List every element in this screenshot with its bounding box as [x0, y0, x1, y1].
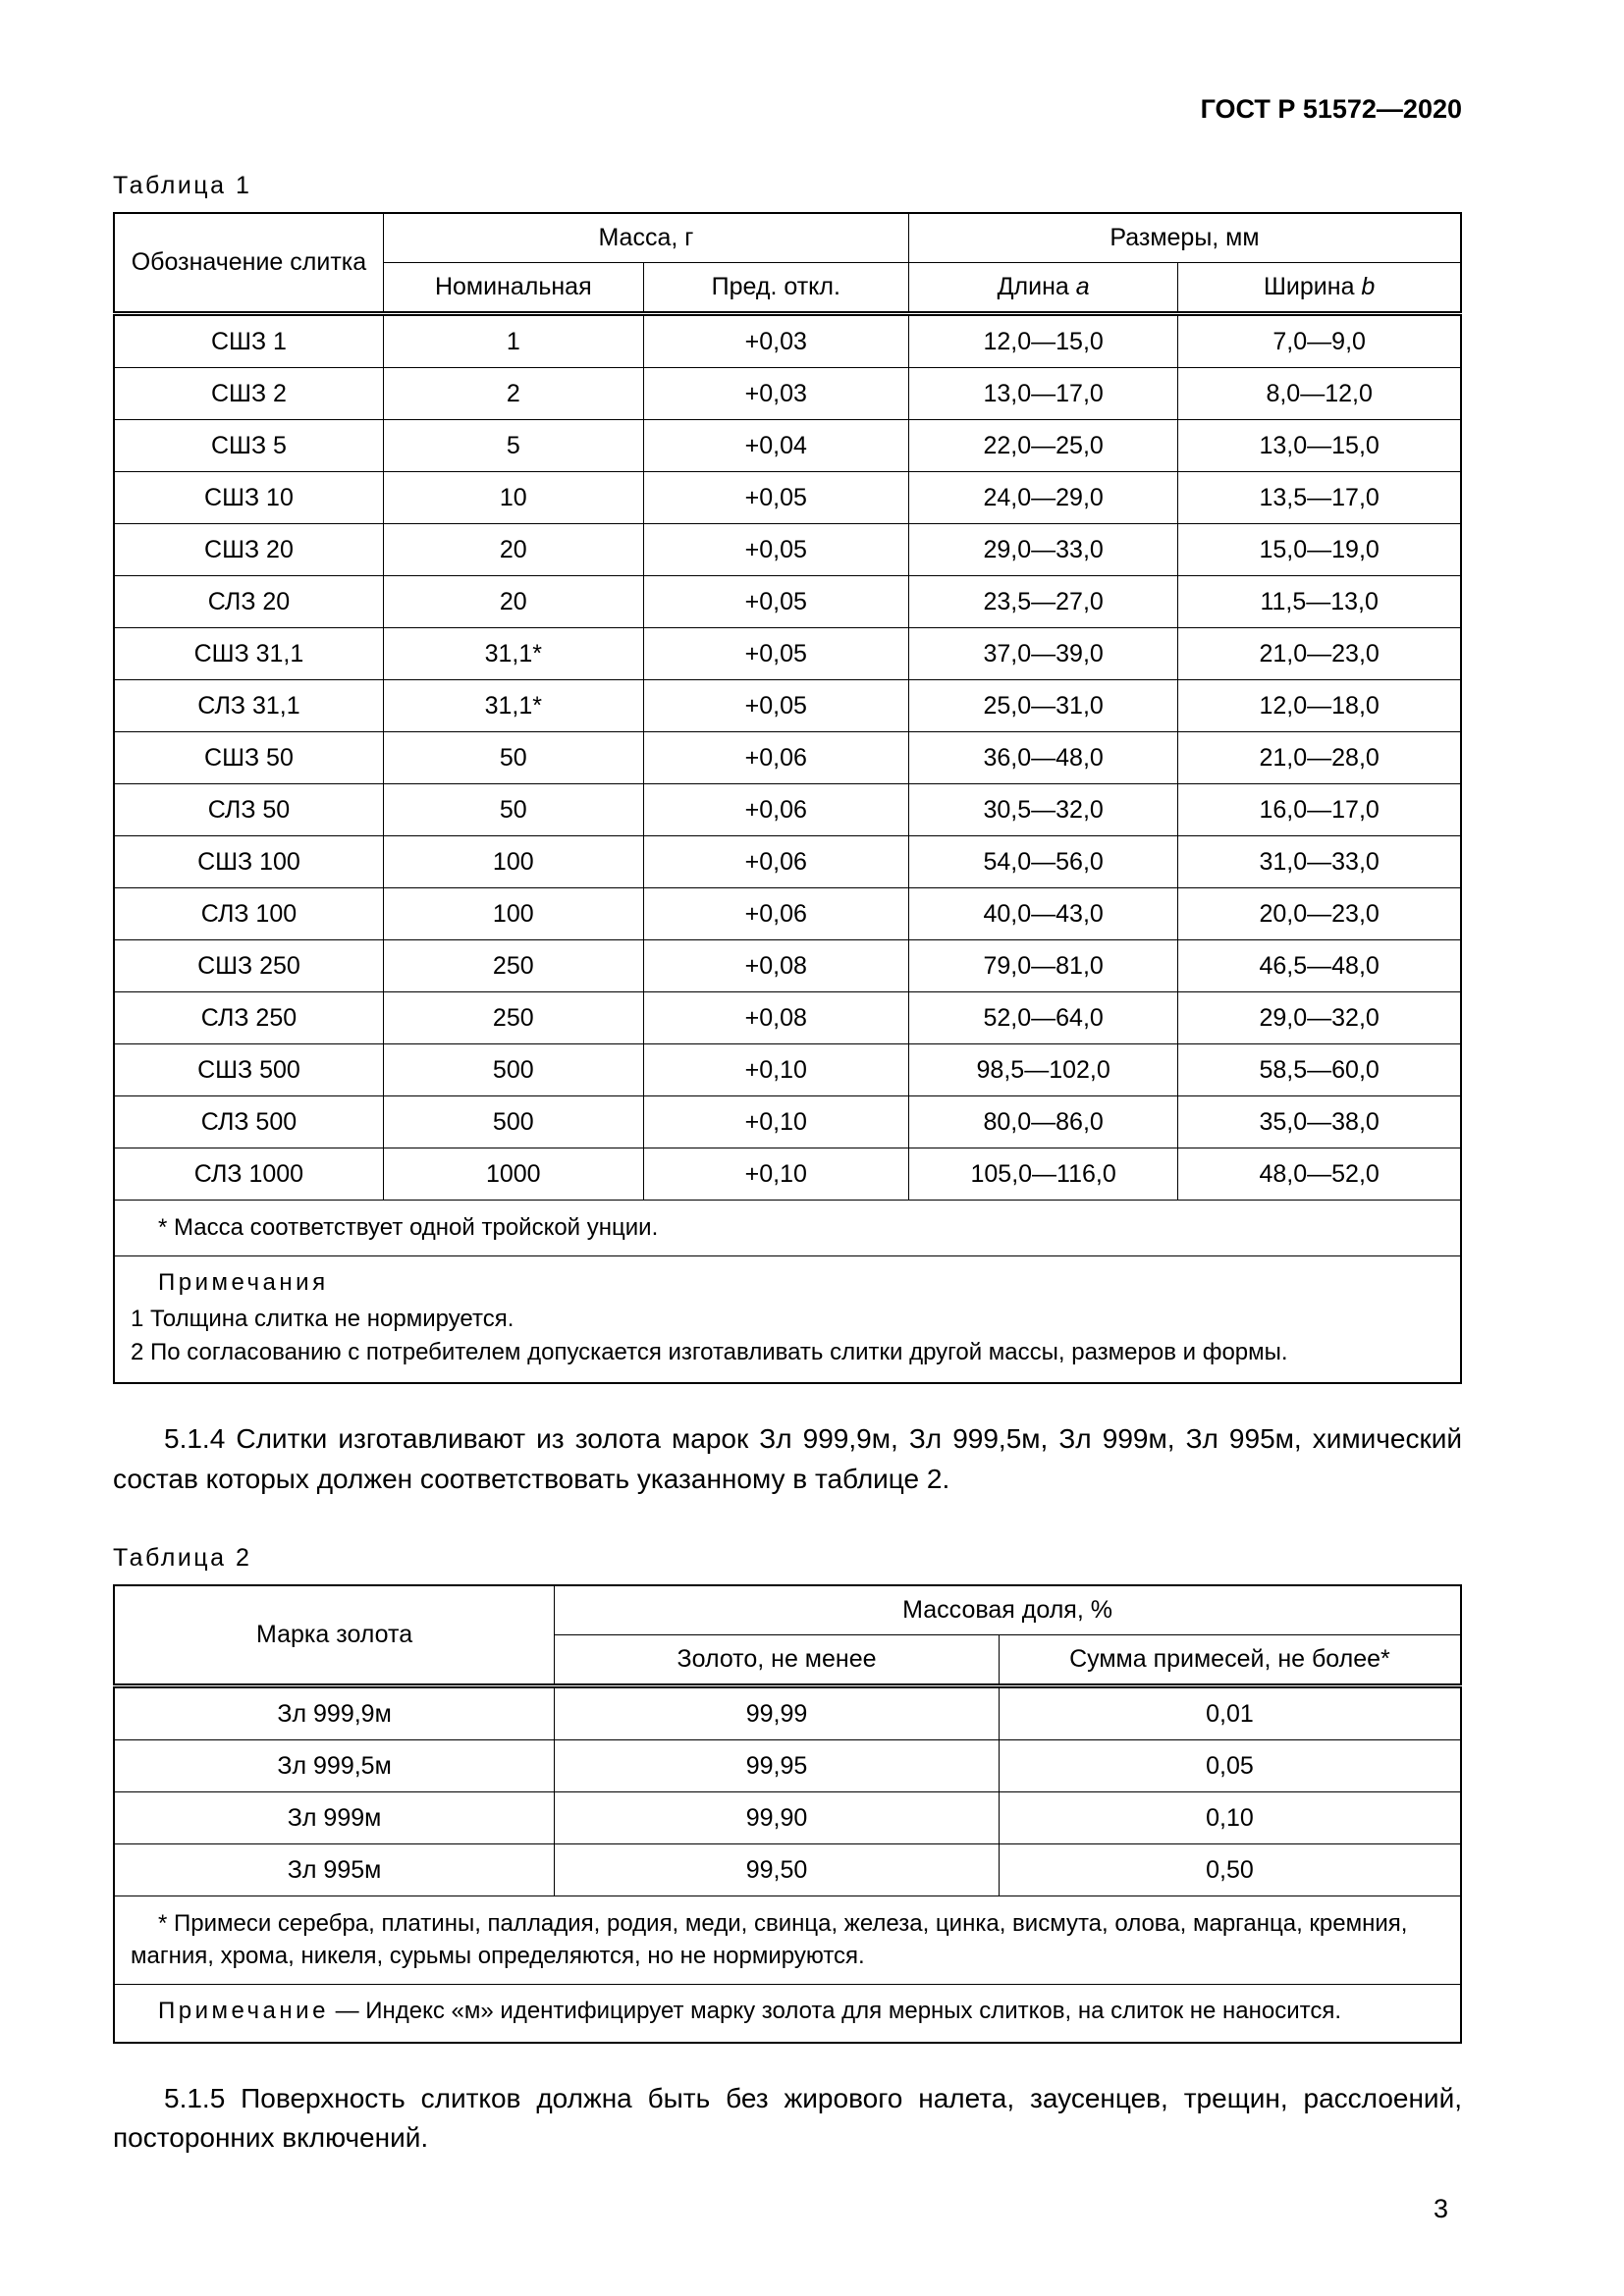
table-cell: 52,0—64,0: [908, 992, 1177, 1044]
table-cell: СШЗ 10: [114, 472, 383, 524]
table-cell: Зл 995м: [114, 1844, 555, 1896]
table2: [113, 1584, 1462, 2043]
length-variable: a: [1075, 273, 1090, 300]
table-cell: 1000: [383, 1148, 643, 1201]
notes-row: [114, 1256, 1461, 1383]
table-cell: 0,05: [999, 1740, 1461, 1792]
table-cell: 31,1*: [383, 680, 643, 732]
table-row: [114, 524, 1461, 576]
table-cell: +0,06: [643, 888, 908, 940]
table1-caption: Таблица 1: [113, 172, 252, 199]
header-row-groups: [114, 213, 1461, 263]
table-cell: 100: [383, 836, 643, 888]
width-variable: b: [1361, 273, 1376, 300]
table-cell: 37,0—39,0: [908, 628, 1177, 680]
note-paragraph: [131, 1995, 1444, 2028]
table-row: [114, 368, 1461, 420]
col-header-gold-min: Золото, не менее: [555, 1635, 1000, 1686]
page-number: 3: [1433, 2193, 1448, 2223]
table-cell: 79,0—81,0: [908, 940, 1177, 992]
table-cell: 10: [383, 472, 643, 524]
table-cell: +0,05: [643, 680, 908, 732]
table-cell: +0,06: [643, 836, 908, 888]
table-row: [114, 1792, 1461, 1844]
table-cell: 1: [383, 314, 643, 368]
table-row: [114, 1844, 1461, 1896]
footnote-row: [114, 1201, 1461, 1256]
col-header-impurities-max: Сумма примесей, не более*: [999, 1635, 1461, 1686]
table-cell: 20,0—23,0: [1178, 888, 1461, 940]
table-row: [114, 628, 1461, 680]
table-cell: 50: [383, 784, 643, 836]
table-cell: 29,0—32,0: [1178, 992, 1461, 1044]
table-cell: 11,5—13,0: [1178, 576, 1461, 628]
paragraph-5-1-5: 5.1.5 Поверхность слитков должна быть без жирового налета, заусенцев, трещин, расслоений, посторонних включений.: [113, 2082, 1462, 2154]
table-cell: 0,50: [999, 1844, 1461, 1896]
width-label: Ширина: [1264, 273, 1362, 300]
table-cell: 30,5—32,0: [908, 784, 1177, 836]
table-cell: 5: [383, 420, 643, 472]
table-cell: +0,04: [643, 420, 908, 472]
table-row: [114, 1148, 1461, 1201]
length-label: Длина: [997, 273, 1076, 300]
col-header-grade: Марка золота: [114, 1585, 555, 1686]
table-cell: 35,0—38,0: [1178, 1096, 1461, 1148]
table2-head: [114, 1585, 1461, 1686]
table-cell: 105,0—116,0: [908, 1148, 1177, 1201]
table-cell: СШЗ 250: [114, 940, 383, 992]
table-cell: +0,10: [643, 1044, 908, 1096]
table-cell: 98,5—102,0: [908, 1044, 1177, 1096]
table-cell: +0,10: [643, 1148, 908, 1201]
table1-body: [114, 314, 1461, 1201]
table-row: [114, 314, 1461, 368]
col-header-length: [908, 263, 1177, 314]
table-cell: +0,08: [643, 992, 908, 1044]
table-row: [114, 732, 1461, 784]
table-cell: +0,03: [643, 368, 908, 420]
table-cell: 500: [383, 1096, 643, 1148]
table-cell: 24,0—29,0: [908, 472, 1177, 524]
table-cell: 12,0—15,0: [908, 314, 1177, 368]
note-text: — Индекс «м» идентифицирует марку золота для мерных слитков, на слиток не наносится.: [335, 1998, 1341, 2025]
doc-number: ГОСТ Р 51572—2020: [1200, 94, 1462, 124]
table-cell: 23,5—27,0: [908, 576, 1177, 628]
table-row: [114, 888, 1461, 940]
table-cell: 31,0—33,0: [1178, 836, 1461, 888]
table2-caption: Таблица 2: [113, 1544, 252, 1573]
table-cell: 25,0—31,0: [908, 680, 1177, 732]
table-cell: 100: [383, 888, 643, 940]
note-line-1: 1 Толщина слитка не нормируется.: [131, 1305, 514, 1332]
table-cell: Зл 999м: [114, 1792, 555, 1844]
table2-footnote: * Примеси серебра, платины, палладия, родия, меди, свинца, железа, цинка, висмута, олова, марганца, кремния, магния, хрома, никеля, сурьмы определяются, но не нормируются.: [114, 1896, 1461, 1985]
table-row: [114, 940, 1461, 992]
table-cell: +0,10: [643, 1096, 908, 1148]
table-row: [114, 836, 1461, 888]
note-line-2: 2 По согласованию с потребителем допускается изготавливать слитки другой массы, размеров и формы.: [131, 1338, 1288, 1365]
table-cell: Зл 999,9м: [114, 1686, 555, 1740]
table-cell: +0,06: [643, 784, 908, 836]
table-cell: 31,1*: [383, 628, 643, 680]
paragraph-5-1-4: 5.1.4 Слитки изготавливают из золота марок Зл 999,9м, Зл 999,5м, Зл 999м, Зл 995м, химический состав которых должен соответствовать указанному в таблице 2.: [113, 1423, 1462, 1494]
table-row: [114, 472, 1461, 524]
table-cell: СШЗ 5: [114, 420, 383, 472]
note-title: Примечание: [158, 1998, 329, 2025]
table1: [113, 212, 1462, 1384]
table-cell: 54,0—56,0: [908, 836, 1177, 888]
table1-head: [114, 213, 1461, 314]
table-cell: +0,06: [643, 732, 908, 784]
table-cell: Зл 999,5м: [114, 1740, 555, 1792]
table-cell: 2: [383, 368, 643, 420]
table-cell: СШЗ 500: [114, 1044, 383, 1096]
table-cell: 0,10: [999, 1792, 1461, 1844]
table-cell: 36,0—48,0: [908, 732, 1177, 784]
table-cell: 12,0—18,0: [1178, 680, 1461, 732]
table-cell: СЛЗ 100: [114, 888, 383, 940]
table-cell: 46,5—48,0: [1178, 940, 1461, 992]
table-cell: 99,95: [555, 1740, 1000, 1792]
table2-note: [114, 1985, 1461, 2043]
table-cell: СЛЗ 1000: [114, 1148, 383, 1201]
table-cell: СШЗ 50: [114, 732, 383, 784]
table-cell: 20: [383, 524, 643, 576]
table-row: [114, 1686, 1461, 1740]
table-cell: 40,0—43,0: [908, 888, 1177, 940]
table-cell: 15,0—19,0: [1178, 524, 1461, 576]
table-cell: 80,0—86,0: [908, 1096, 1177, 1148]
table-cell: 13,0—17,0: [908, 368, 1177, 420]
col-group-mass: Масса, г: [383, 213, 908, 263]
table-row: [114, 680, 1461, 732]
table-row: [114, 784, 1461, 836]
table-cell: СЛЗ 500: [114, 1096, 383, 1148]
table-cell: +0,05: [643, 472, 908, 524]
table-cell: 22,0—25,0: [908, 420, 1177, 472]
table-cell: +0,05: [643, 628, 908, 680]
table-cell: СЛЗ 20: [114, 576, 383, 628]
table-cell: 250: [383, 992, 643, 1044]
footnote-row: [114, 1896, 1461, 1985]
table-cell: 20: [383, 576, 643, 628]
col-group-dimensions: Размеры, мм: [908, 213, 1461, 263]
table-cell: 16,0—17,0: [1178, 784, 1461, 836]
table-cell: 48,0—52,0: [1178, 1148, 1461, 1201]
header-row-groups: [114, 1585, 1461, 1635]
table-cell: СШЗ 31,1: [114, 628, 383, 680]
table-row: [114, 1740, 1461, 1792]
table-cell: 500: [383, 1044, 643, 1096]
table-cell: СШЗ 1: [114, 314, 383, 368]
table-cell: 0,01: [999, 1686, 1461, 1740]
table-row: [114, 1096, 1461, 1148]
col-header-designation: Обозначение слитка: [114, 213, 383, 314]
table-cell: СЛЗ 31,1: [114, 680, 383, 732]
table-cell: 21,0—23,0: [1178, 628, 1461, 680]
table-row: [114, 992, 1461, 1044]
table2-body: [114, 1686, 1461, 1896]
table-cell: 29,0—33,0: [908, 524, 1177, 576]
table-cell: 50: [383, 732, 643, 784]
table-cell: 13,5—17,0: [1178, 472, 1461, 524]
table-cell: СЛЗ 250: [114, 992, 383, 1044]
notes-title: Примечания: [158, 1269, 329, 1297]
table-cell: СШЗ 20: [114, 524, 383, 576]
table-cell: +0,05: [643, 576, 908, 628]
table-cell: СШЗ 2: [114, 368, 383, 420]
table-row: [114, 576, 1461, 628]
table-cell: +0,08: [643, 940, 908, 992]
table-cell: +0,05: [643, 524, 908, 576]
table-cell: 58,5—60,0: [1178, 1044, 1461, 1096]
table2-foot: [114, 1896, 1461, 2043]
doc-header: [113, 94, 1462, 125]
table-cell: 99,99: [555, 1686, 1000, 1740]
col-group-mass-fraction: Массовая доля, %: [555, 1585, 1461, 1635]
col-header-deviation: Пред. откл.: [643, 263, 908, 314]
table-row: [114, 420, 1461, 472]
table-cell: 21,0—28,0: [1178, 732, 1461, 784]
col-header-nominal: Номинальная: [383, 263, 643, 314]
table-cell: 99,50: [555, 1844, 1000, 1896]
table-cell: 99,90: [555, 1792, 1000, 1844]
table1-notes: [114, 1256, 1461, 1383]
table-cell: СЛЗ 50: [114, 784, 383, 836]
table-cell: 250: [383, 940, 643, 992]
table1-foot: [114, 1201, 1461, 1384]
table-cell: СШЗ 100: [114, 836, 383, 888]
table-cell: 8,0—12,0: [1178, 368, 1461, 420]
table-row: [114, 1044, 1461, 1096]
table-cell: 7,0—9,0: [1178, 314, 1461, 368]
table1-footnote: * Масса соответствует одной тройской унции.: [114, 1201, 1461, 1256]
col-header-width: [1178, 263, 1461, 314]
table-cell: +0,03: [643, 314, 908, 368]
table-cell: 13,0—15,0: [1178, 420, 1461, 472]
notes-row: [114, 1985, 1461, 2043]
